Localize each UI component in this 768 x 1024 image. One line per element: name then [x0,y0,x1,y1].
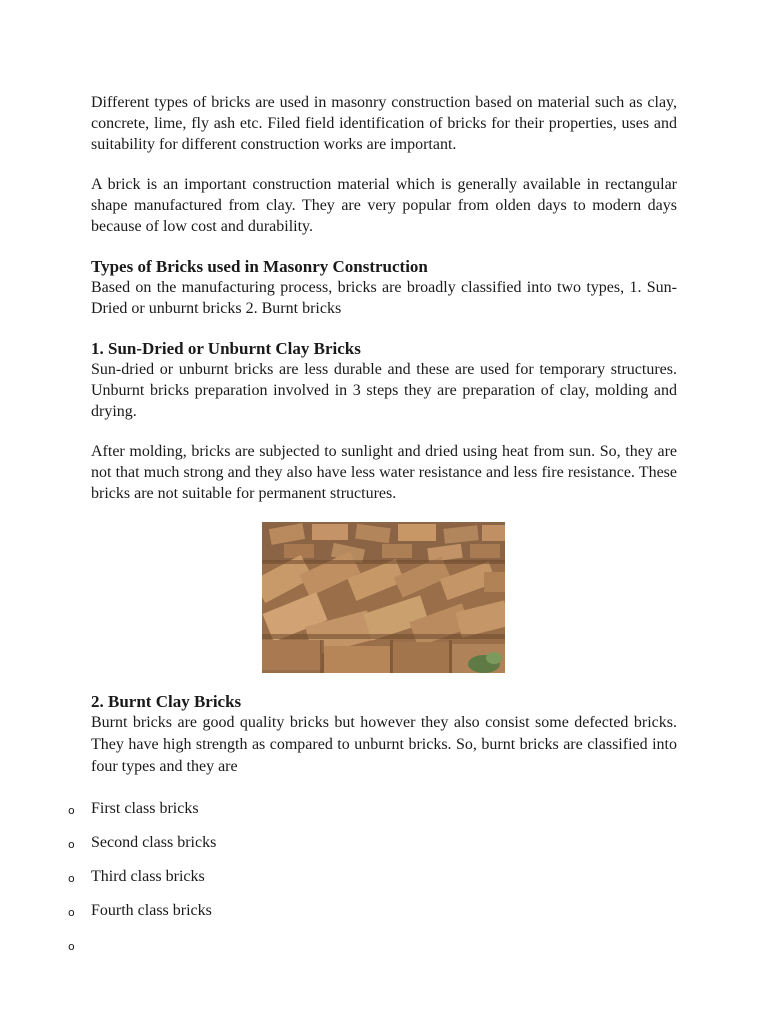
sun-dried-paragraph-2 [91,441,677,504]
list-bullet: o [68,940,75,953]
section-body-types: Based on the manufacturing process, bricks are broadly classified into two types, 1. Sun-Dried or unburnt bricks 2. Burnt bricks [91,279,677,317]
list-bullet: o [68,906,75,919]
section-heading-burnt: 2. Burnt Clay Bricks [91,692,242,711]
bricks-illustration [262,522,505,673]
list-bullet: o [68,804,75,817]
list-item: Third class bricks [91,868,205,885]
list-item: Fourth class bricks [91,902,212,919]
intro-paragraph-2 [91,174,677,237]
list-item: First class bricks [91,800,199,817]
intro-text-1: Different types of bricks are used in masonry construction based on material such as clay, concrete, lime, fly ash etc. Filed field identification of bricks for their properties, uses and suitability for different construction works are important. [91,94,677,153]
intro-paragraph-1 [91,92,677,155]
section-sun-dried [91,338,677,422]
list-item: Second class bricks [91,834,217,851]
section-body-burnt: Burnt bricks are good quality bricks but however they also consist some defected bricks. They have high strength as compared to unburnt bricks. So, burnt bricks are classified into four types and they are [91,714,677,775]
section-heading-types: Types of Bricks used in Masonry Construction [91,257,428,276]
section-body-sun-dried: Sun-dried or unburnt bricks are less durable and these are used for temporary structures. Unburnt bricks preparation involved in 3 steps they are preparation of clay, molding and drying. [91,361,677,420]
section-burnt [91,691,677,778]
sun-dried-bricks-photo [262,522,505,673]
section-types [91,256,677,319]
intro-text-2: A brick is an important construction material which is generally available in rectangular shape manufactured from clay. They are very popular from olden days to modern days because of low cost and durability. [91,176,677,235]
section-body-sun-dried-2: After molding, bricks are subjected to sunlight and dried using heat from sun. So, they are not that much strong and they also have less water resistance and less fire resistance. These bricks are not suitable for permanent structures. [91,443,677,502]
list-bullet: o [68,872,75,885]
list-bullet: o [68,838,75,851]
section-heading-sun-dried: 1. Sun-Dried or Unburnt Clay Bricks [91,339,361,358]
